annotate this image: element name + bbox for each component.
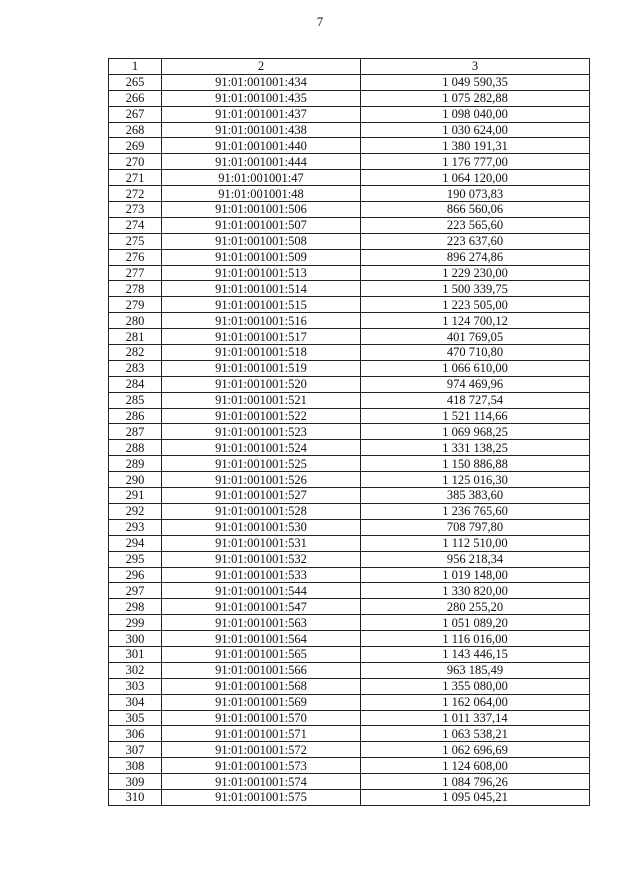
table-row: [109, 646, 590, 662]
table-row: [109, 281, 590, 297]
row-number-cell: 292: [109, 503, 162, 519]
row-number-cell: 288: [109, 440, 162, 456]
row-number-cell: 297: [109, 583, 162, 599]
row-number-cell: 265: [109, 74, 162, 90]
value-cell: 708 797,80: [361, 519, 590, 535]
cadastral-number-cell: 91:01:001001:521: [162, 392, 361, 408]
cadastral-number-cell: 91:01:001001:566: [162, 662, 361, 678]
row-number-cell: 272: [109, 186, 162, 202]
value-cell: 974 469,96: [361, 376, 590, 392]
cadastral-number-cell: 91:01:001001:524: [162, 440, 361, 456]
table-row: [109, 202, 590, 218]
table-row: [109, 789, 590, 805]
value-cell: 956 218,34: [361, 551, 590, 567]
row-number-cell: 303: [109, 678, 162, 694]
row-number-cell: 300: [109, 631, 162, 647]
cadastral-number-cell: 91:01:001001:526: [162, 472, 361, 488]
cadastral-number-cell: 91:01:001001:437: [162, 106, 361, 122]
cadastral-number-cell: 91:01:001001:444: [162, 154, 361, 170]
row-number-cell: 301: [109, 646, 162, 662]
value-cell: 1 500 339,75: [361, 281, 590, 297]
column-header-1: 1: [109, 59, 162, 75]
value-cell: 1 176 777,00: [361, 154, 590, 170]
cadastral-number-cell: 91:01:001001:530: [162, 519, 361, 535]
table-row: [109, 488, 590, 504]
cadastral-number-cell: 91:01:001001:440: [162, 138, 361, 154]
row-number-cell: 280: [109, 313, 162, 329]
table-row: [109, 774, 590, 790]
cadastral-number-cell: 91:01:001001:575: [162, 789, 361, 805]
value-cell: 1 049 590,35: [361, 74, 590, 90]
cadastral-number-cell: 91:01:001001:516: [162, 313, 361, 329]
value-cell: 1 125 016,30: [361, 472, 590, 488]
row-number-cell: 276: [109, 249, 162, 265]
cadastral-number-cell: 91:01:001001:508: [162, 233, 361, 249]
cadastral-number-cell: 91:01:001001:438: [162, 122, 361, 138]
value-cell: 1 150 886,88: [361, 456, 590, 472]
value-cell: 1 330 820,00: [361, 583, 590, 599]
row-number-cell: 309: [109, 774, 162, 790]
row-number-cell: 310: [109, 789, 162, 805]
cadastral-number-cell: 91:01:001001:515: [162, 297, 361, 313]
value-cell: 190 073,83: [361, 186, 590, 202]
row-number-cell: 282: [109, 345, 162, 361]
table-row: [109, 758, 590, 774]
table-row: [109, 567, 590, 583]
value-cell: 470 710,80: [361, 345, 590, 361]
cadastral-number-cell: 91:01:001001:523: [162, 424, 361, 440]
value-cell: 1 124 700,12: [361, 313, 590, 329]
value-cell: 1 063 538,21: [361, 726, 590, 742]
value-cell: 1 162 064,00: [361, 694, 590, 710]
cadastral-number-cell: 91:01:001001:48: [162, 186, 361, 202]
table-row: [109, 424, 590, 440]
cadastral-number-cell: 91:01:001001:522: [162, 408, 361, 424]
cadastral-number-cell: 91:01:001001:514: [162, 281, 361, 297]
row-number-cell: 296: [109, 567, 162, 583]
cadastral-number-cell: 91:01:001001:573: [162, 758, 361, 774]
row-number-cell: 290: [109, 472, 162, 488]
row-number-cell: 284: [109, 376, 162, 392]
cadastral-number-cell: 91:01:001001:565: [162, 646, 361, 662]
row-number-cell: 293: [109, 519, 162, 535]
table-row: [109, 90, 590, 106]
cadastral-number-cell: 91:01:001001:528: [162, 503, 361, 519]
value-cell: 1 062 696,69: [361, 742, 590, 758]
row-number-cell: 302: [109, 662, 162, 678]
table-row: [109, 329, 590, 345]
page-number: 7: [316, 14, 324, 29]
table-row: [109, 456, 590, 472]
row-number-cell: 306: [109, 726, 162, 742]
table-row: [109, 74, 590, 90]
value-cell: 385 383,60: [361, 488, 590, 504]
value-cell: 1 069 968,25: [361, 424, 590, 440]
row-number-cell: 268: [109, 122, 162, 138]
cadastral-number-cell: 91:01:001001:519: [162, 360, 361, 376]
value-cell: 1 236 765,60: [361, 503, 590, 519]
table-row: [109, 217, 590, 233]
cadastral-number-cell: 91:01:001001:547: [162, 599, 361, 615]
table-row: [109, 233, 590, 249]
row-number-cell: 298: [109, 599, 162, 615]
row-number-cell: 299: [109, 615, 162, 631]
table-row: [109, 408, 590, 424]
value-cell: 418 727,54: [361, 392, 590, 408]
cadastral-number-cell: 91:01:001001:531: [162, 535, 361, 551]
value-cell: 1 066 610,00: [361, 360, 590, 376]
value-cell: 1 019 148,00: [361, 567, 590, 583]
cadastral-number-cell: 91:01:001001:570: [162, 710, 361, 726]
value-cell: 1 064 120,00: [361, 170, 590, 186]
value-cell: 866 560,06: [361, 202, 590, 218]
value-cell: 1 143 446,15: [361, 646, 590, 662]
row-number-cell: 277: [109, 265, 162, 281]
cadastral-number-cell: 91:01:001001:517: [162, 329, 361, 345]
row-number-cell: 294: [109, 535, 162, 551]
row-number-cell: 305: [109, 710, 162, 726]
cadastral-number-cell: 91:01:001001:572: [162, 742, 361, 758]
cadastral-number-cell: 91:01:001001:434: [162, 74, 361, 90]
row-number-cell: 307: [109, 742, 162, 758]
value-cell: 1 075 282,88: [361, 90, 590, 106]
value-cell: 401 769,05: [361, 329, 590, 345]
table-row: [109, 694, 590, 710]
table-row: [109, 376, 590, 392]
cadastral-number-cell: 91:01:001001:506: [162, 202, 361, 218]
table-row: [109, 265, 590, 281]
table-row: [109, 106, 590, 122]
row-number-cell: 278: [109, 281, 162, 297]
value-cell: 1 380 191,31: [361, 138, 590, 154]
table-row: [109, 503, 590, 519]
cadastral-number-cell: 91:01:001001:527: [162, 488, 361, 504]
row-number-cell: 308: [109, 758, 162, 774]
table-row: [109, 249, 590, 265]
row-number-cell: 286: [109, 408, 162, 424]
table-row: [109, 615, 590, 631]
row-number-cell: 291: [109, 488, 162, 504]
table-row: [109, 551, 590, 567]
value-cell: 1 084 796,26: [361, 774, 590, 790]
table-row: [109, 392, 590, 408]
row-number-cell: 269: [109, 138, 162, 154]
value-cell: 1 124 608,00: [361, 758, 590, 774]
cadastral-number-cell: 91:01:001001:568: [162, 678, 361, 694]
value-cell: 1 223 505,00: [361, 297, 590, 313]
value-cell: 1 011 337,14: [361, 710, 590, 726]
table-row: [109, 662, 590, 678]
value-cell: 1 051 089,20: [361, 615, 590, 631]
table-header-row: [109, 59, 590, 75]
value-cell: 1 112 510,00: [361, 535, 590, 551]
row-number-cell: 271: [109, 170, 162, 186]
table-row: [109, 297, 590, 313]
cadastral-value-table: [108, 58, 590, 806]
value-cell: 963 185,49: [361, 662, 590, 678]
cadastral-number-cell: 91:01:001001:544: [162, 583, 361, 599]
table-row: [109, 678, 590, 694]
table-row: [109, 472, 590, 488]
table-row: [109, 122, 590, 138]
row-number-cell: 281: [109, 329, 162, 345]
value-cell: 1 030 624,00: [361, 122, 590, 138]
cadastral-number-cell: 91:01:001001:564: [162, 631, 361, 647]
table-row: [109, 360, 590, 376]
row-number-cell: 273: [109, 202, 162, 218]
cadastral-number-cell: 91:01:001001:574: [162, 774, 361, 790]
value-cell: 1 331 138,25: [361, 440, 590, 456]
value-cell: 280 255,20: [361, 599, 590, 615]
value-cell: 1 521 114,66: [361, 408, 590, 424]
value-cell: 223 637,60: [361, 233, 590, 249]
cadastral-number-cell: 91:01:001001:569: [162, 694, 361, 710]
table-row: [109, 170, 590, 186]
cadastral-number-cell: 91:01:001001:47: [162, 170, 361, 186]
value-cell: 1 229 230,00: [361, 265, 590, 281]
cadastral-number-cell: 91:01:001001:532: [162, 551, 361, 567]
cadastral-number-cell: 91:01:001001:563: [162, 615, 361, 631]
cadastral-number-cell: 91:01:001001:571: [162, 726, 361, 742]
row-number-cell: 304: [109, 694, 162, 710]
value-cell: 1 355 080,00: [361, 678, 590, 694]
cadastral-number-cell: 91:01:001001:507: [162, 217, 361, 233]
cadastral-number-cell: 91:01:001001:525: [162, 456, 361, 472]
table-row: [109, 313, 590, 329]
cadastral-number-cell: 91:01:001001:533: [162, 567, 361, 583]
table-row: [109, 726, 590, 742]
row-number-cell: 270: [109, 154, 162, 170]
row-number-cell: 275: [109, 233, 162, 249]
table-row: [109, 710, 590, 726]
table-row: [109, 519, 590, 535]
row-number-cell: 266: [109, 90, 162, 106]
table-row: [109, 186, 590, 202]
value-cell: 1 116 016,00: [361, 631, 590, 647]
row-number-cell: 285: [109, 392, 162, 408]
value-cell: 223 565,60: [361, 217, 590, 233]
row-number-cell: 289: [109, 456, 162, 472]
column-header-3: 3: [361, 59, 590, 75]
cadastral-number-cell: 91:01:001001:509: [162, 249, 361, 265]
value-cell: 896 274,86: [361, 249, 590, 265]
cadastral-number-cell: 91:01:001001:435: [162, 90, 361, 106]
row-number-cell: 287: [109, 424, 162, 440]
table-row: [109, 535, 590, 551]
row-number-cell: 267: [109, 106, 162, 122]
cadastral-number-cell: 91:01:001001:518: [162, 345, 361, 361]
cadastral-number-cell: 91:01:001001:520: [162, 376, 361, 392]
table-row: [109, 631, 590, 647]
table-row: [109, 583, 590, 599]
value-cell: 1 098 040,00: [361, 106, 590, 122]
column-header-2: 2: [162, 59, 361, 75]
row-number-cell: 295: [109, 551, 162, 567]
cadastral-number-cell: 91:01:001001:513: [162, 265, 361, 281]
table-row: [109, 440, 590, 456]
row-number-cell: 279: [109, 297, 162, 313]
value-cell: 1 095 045,21: [361, 789, 590, 805]
table-row: [109, 742, 590, 758]
table-body: [109, 74, 590, 805]
table-row: [109, 138, 590, 154]
table-row: [109, 154, 590, 170]
row-number-cell: 283: [109, 360, 162, 376]
table-row: [109, 345, 590, 361]
row-number-cell: 274: [109, 217, 162, 233]
table-row: [109, 599, 590, 615]
